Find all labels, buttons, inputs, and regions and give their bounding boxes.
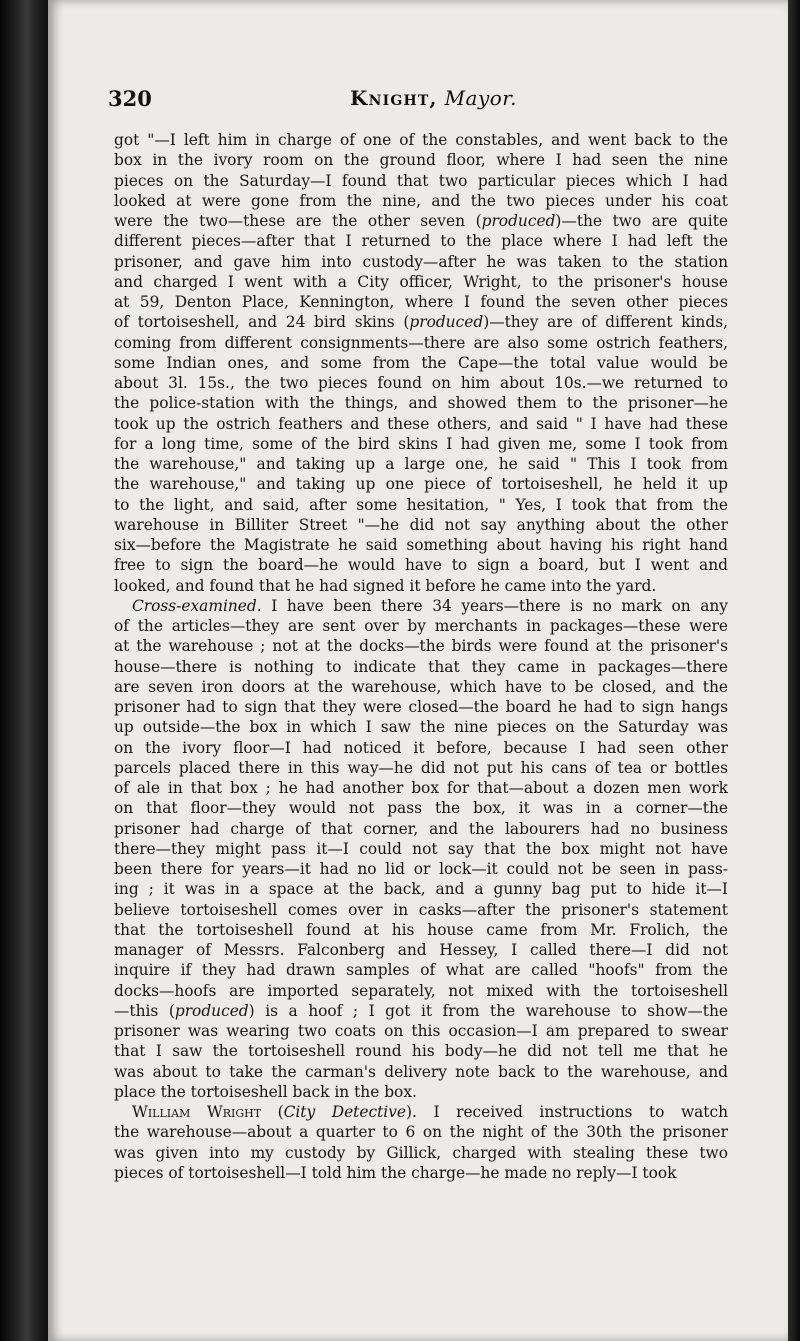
text-line: six—before the Magistrate he said something about having his right hand (114, 536, 728, 554)
text-line: at 59, Denton Place, Kennington, where I found the seven other pieces (114, 293, 728, 311)
text-line: different pieces—after that I returned to the place where I had left the (114, 232, 728, 251)
text-line: of tortoiseshell, and 24 bird skins (produced)—they are of different kinds, (114, 313, 728, 332)
running-title-name: Knight, (350, 86, 438, 110)
paragraph-cross-examined (114, 596, 728, 1102)
text-line: the police-station with the things, and showed them to the prisoner—he (114, 394, 728, 413)
text-line: the warehouse," and taking up one piece of tortoiseshell, he held it up (114, 475, 728, 494)
text-line: prisoner was wearing two coats on this occasion—I am prepared to swear (114, 1022, 728, 1040)
speaker-role: City Detective (283, 1103, 407, 1121)
text-line: box in the ivory room on the ground floor, where I had seen the nine (114, 151, 728, 170)
text-line: been there for years—it had no lid or lock—it could not be seen in pass- (114, 860, 728, 878)
text-line: took up the ostrich feathers and these others, and said " I have had these (114, 414, 728, 433)
text-line: place the tortoiseshell back in the box. (114, 1082, 417, 1101)
text-line: and charged I went with a City officer, Wright, to the prisoner's house (114, 272, 728, 291)
text-line: was given into my custody by Gillick, charged with stealing these two (114, 1143, 728, 1162)
text-line: house—there is nothing to indicate that they came in packages—there (114, 657, 728, 676)
text-line: up outside—the box in which I saw the nine pieces on the Saturday was (114, 718, 728, 737)
text-line: at the warehouse ; not at the docks—the birds were found at the prisoner's (114, 637, 728, 656)
text-line: pieces on the Saturday—I found that two particular pieces which I had (114, 171, 728, 190)
text-line: of ale in that box ; he had another box for that—about a dozen men work (114, 779, 728, 797)
book-binding-left (0, 0, 48, 1341)
text-line: inquire if they had drawn samples of what are called "hoofs" from the (114, 961, 728, 980)
text-line: William Wright (City Detective). I received instructions to watch (132, 1103, 728, 1121)
text-line: for a long time, some of the bird skins I had given me, some I took from (114, 434, 728, 453)
text-line: about 3l. 15s., the two pieces found on him about 10s.—we returned to (114, 374, 728, 392)
text-line: was about to take the carman's delivery note back to the warehouse, and (114, 1062, 728, 1081)
text-line: prisoner had charge of that corner, and the labourers had no business (114, 819, 728, 838)
text-line: there—they might pass it—I could not say that the box might not have (114, 839, 728, 858)
running-title (350, 86, 517, 110)
paragraph-testimony (114, 130, 728, 596)
text-line: prisoner, and gave him into custody—after he was taken to the station (114, 252, 728, 271)
book-binding-right (788, 0, 800, 1341)
text-line: that I saw the tortoiseshell round his body—he did not tell me that he (114, 1042, 728, 1061)
speaker-label: Cross-examined. (132, 596, 262, 615)
speaker-name: William Wright (132, 1103, 262, 1121)
text-line: warehouse in Billiter Street "—he did not say anything about the other (114, 515, 728, 534)
text-line: prisoner had to sign that they were closed—the board he had to sign hangs (114, 698, 728, 716)
text-line: —this (produced) is a hoof ; I got it from the warehouse to show—the (114, 1001, 728, 1020)
text-line: on the ivory floor—I had noticed it before, because I had seen other (114, 738, 728, 757)
text-line: manager of Messrs. Falconberg and Hessey, I called there—I did not (114, 941, 728, 959)
text-line: some Indian ones, and some from the Cape—the total value would be (114, 353, 728, 372)
page-header (108, 86, 728, 116)
text-line: got "—I left him in charge of one of the constables, and went back to the (114, 131, 728, 149)
text-line: are seven iron doors at the warehouse, which have to be closed, and the (114, 677, 728, 696)
text-line: looked at were gone from the nine, and the two pieces under his coat (114, 191, 728, 210)
text-line: ing ; it was in a space at the back, and a gunny bag put to hide it—I (114, 880, 728, 899)
page-number: 320 (108, 86, 152, 111)
text-line: free to sign the board—he would have to sign a board, but I went and (114, 556, 728, 575)
text-line: that the tortoiseshell found at his house came from Mr. Frolich, the (114, 920, 728, 939)
text-line: docks—hoofs are imported separately, not mixed with the tortoiseshell (114, 981, 728, 1000)
text-line: believe tortoiseshell comes over in casks—after the prisoner's statement (114, 900, 728, 919)
text-line: coming from different consignments—there are also some ostrich feathers, (114, 333, 728, 352)
body-text (114, 130, 728, 1183)
text-line: looked, and found that he had signed it before he came into the yard. (114, 576, 657, 595)
paragraph-william-wright (114, 1102, 728, 1183)
text-line: of the articles—they are sent over by merchants in packages—these were (114, 617, 728, 635)
text-line: pieces of tortoiseshell—I told him the charge—he made no reply—I took (114, 1163, 677, 1182)
running-title-role: Mayor. (444, 86, 518, 110)
text-line: were the two—these are the other seven (produced)—the two are quite (114, 212, 728, 230)
text-line: the warehouse—about a quarter to 6 on the night of the 30th the prisoner (114, 1123, 728, 1142)
text-line: on that floor—they would not pass the box, it was in a corner—the (114, 799, 728, 818)
text-line: Cross-examined. I have been there 34 years—there is no mark on any (132, 596, 728, 615)
text-line: parcels placed there in this way—he did not put his cans of tea or bottles (114, 758, 728, 777)
text-line: the warehouse," and taking up a large one, he said " This I took from (114, 455, 728, 473)
text-line: to the light, and said, after some hesitation, " Yes, I took that from the (114, 495, 728, 514)
